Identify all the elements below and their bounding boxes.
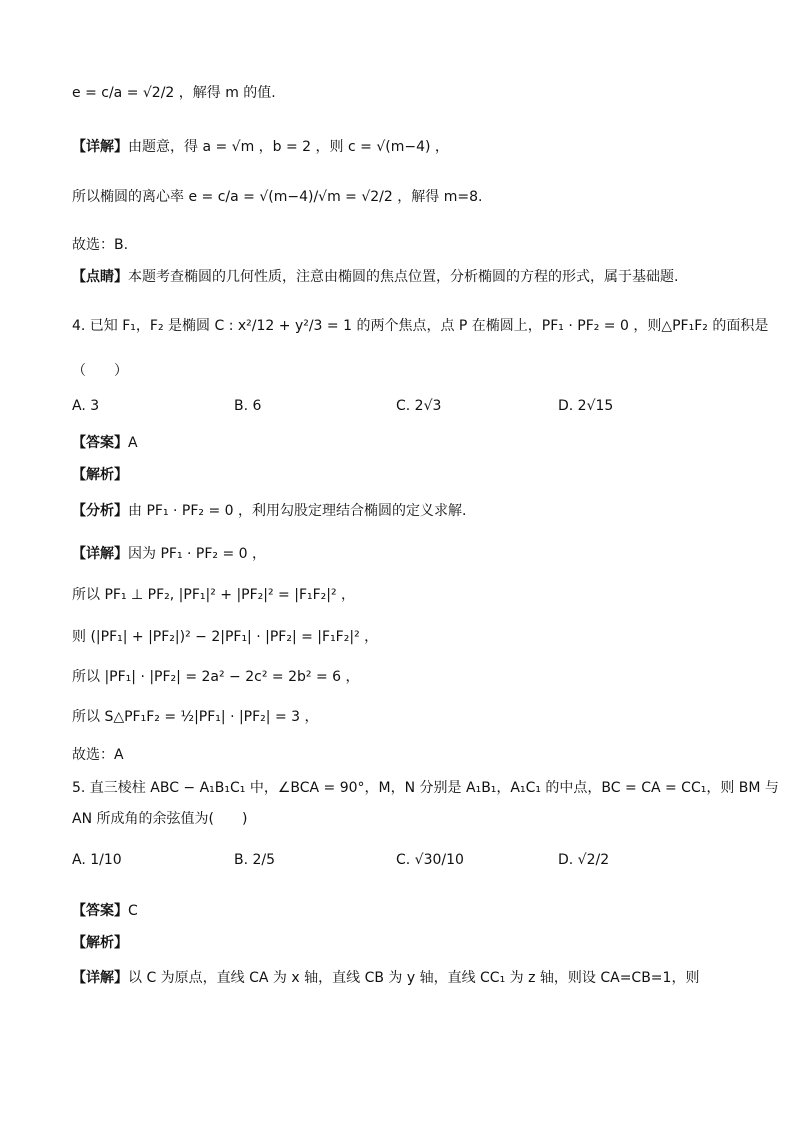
detail-tag: 【详解】: [72, 139, 128, 155]
analysis-tag: 【分析】: [72, 503, 128, 519]
step-1: 所以 PF₁ ⊥ PF₂, |PF₁|² + |PF₂|² = |F₁F₂|² ，: [72, 587, 356, 603]
comment-line: [72, 266, 678, 286]
q4-paren-text: （ ）: [72, 363, 128, 379]
answer-tag: 【答案】: [72, 435, 128, 451]
answer-4-value: A: [128, 435, 138, 451]
q4-option-d: D. 2√15: [558, 398, 614, 414]
question-5-stem-b: AN 所成角的余弦值为( ): [72, 811, 248, 827]
analysis-heading-4: 【解析】: [72, 467, 128, 483]
answer-5-value: C: [128, 903, 138, 919]
step-4: 所以 S△PF₁F₂ = ½|PF₁| · |PF₂| = 3 ，: [72, 709, 319, 725]
q4-option-c: C. 2√3: [396, 398, 442, 414]
q5-option-a: A. 1/10: [72, 852, 122, 868]
q4-text: 4. 已知 F₁，F₂ 是椭圆 C : x²/12 + y²/3 = 1 的两个焦点，点 P 在椭圆上，PF₁ · PF₂ = 0 ，则△PF₁F₂ 的面积是: [72, 318, 769, 334]
q5-option-b: B. 2/5: [234, 852, 276, 868]
step-5: 故选：A: [72, 747, 124, 763]
question-4-paren: [72, 360, 128, 380]
question-4-stem: [72, 315, 768, 335]
xj4-text: 因为 PF₁ · PF₂ = 0 ，: [128, 546, 267, 562]
xj5-text: 以 C 为原点，直线 CA 为 x 轴，直线 CB 为 y 轴，直线 CC₁ 为 z 轴，则设 CA=CB=1，则: [128, 970, 700, 986]
q5-option-c: C. √30/10: [396, 852, 464, 868]
answer-5-tag: 【答案】: [72, 903, 128, 919]
text-l1: e = c/a = √2/2 ，解得 m 的值.: [72, 85, 276, 101]
q4-option-a: A. 3: [72, 398, 100, 414]
answer-4: [72, 432, 138, 452]
text-l3: 所以椭圆的离心率 e = c/a = √(m−4)/√m = √2/2 ，解得 m=8.: [72, 189, 483, 205]
step-2: 则 (|PF₁| + |PF₂|)² − 2|PF₁| · |PF₂| = |F₁F₂|² ，: [72, 629, 379, 645]
analysis-heading-5: 【解析】: [72, 935, 128, 951]
q5-option-d: D. √2/2: [558, 852, 610, 868]
detail-tag-4: 【详解】: [72, 546, 128, 562]
answer-5: [72, 900, 138, 920]
detail-tag-5: 【详解】: [72, 970, 128, 986]
fx4-text: 由 PF₁ · PF₂ = 0 ，利用勾股定理结合椭圆的定义求解.: [128, 503, 467, 519]
text-l5: 本题考查椭圆的几何性质，注意由椭圆的焦点位置，分析椭圆的方程的形式，属于基础题.: [128, 269, 679, 285]
detail-line-1: [72, 136, 449, 156]
analysis-line-4: [72, 500, 466, 520]
text-l4: 故选：B.: [72, 237, 129, 253]
step-3: 所以 |PF₁| · |PF₂| = 2a² − 2c² = 2b² = 6 ，: [72, 669, 360, 685]
detail-line-4: [72, 543, 266, 563]
comment-tag: 【点睛】: [72, 269, 128, 285]
choice-line-b: [72, 234, 128, 254]
q4-option-b: B. 6: [234, 398, 262, 414]
detail-line-5: [72, 967, 699, 987]
detail-line-2: [72, 186, 482, 206]
text-l2: 由题意，得 a = √m ，b = 2 ，则 c = √(m−4) ，: [128, 139, 449, 155]
formula-line-eccentricity: [72, 82, 276, 102]
question-5-stem-a: 5. 直三棱柱 ABC − A₁B₁C₁ 中，∠BCA = 90°，M，N 分别是 A₁B₁，A₁C₁ 的中点，BC = CA = CC₁，则 BM 与: [72, 780, 779, 796]
